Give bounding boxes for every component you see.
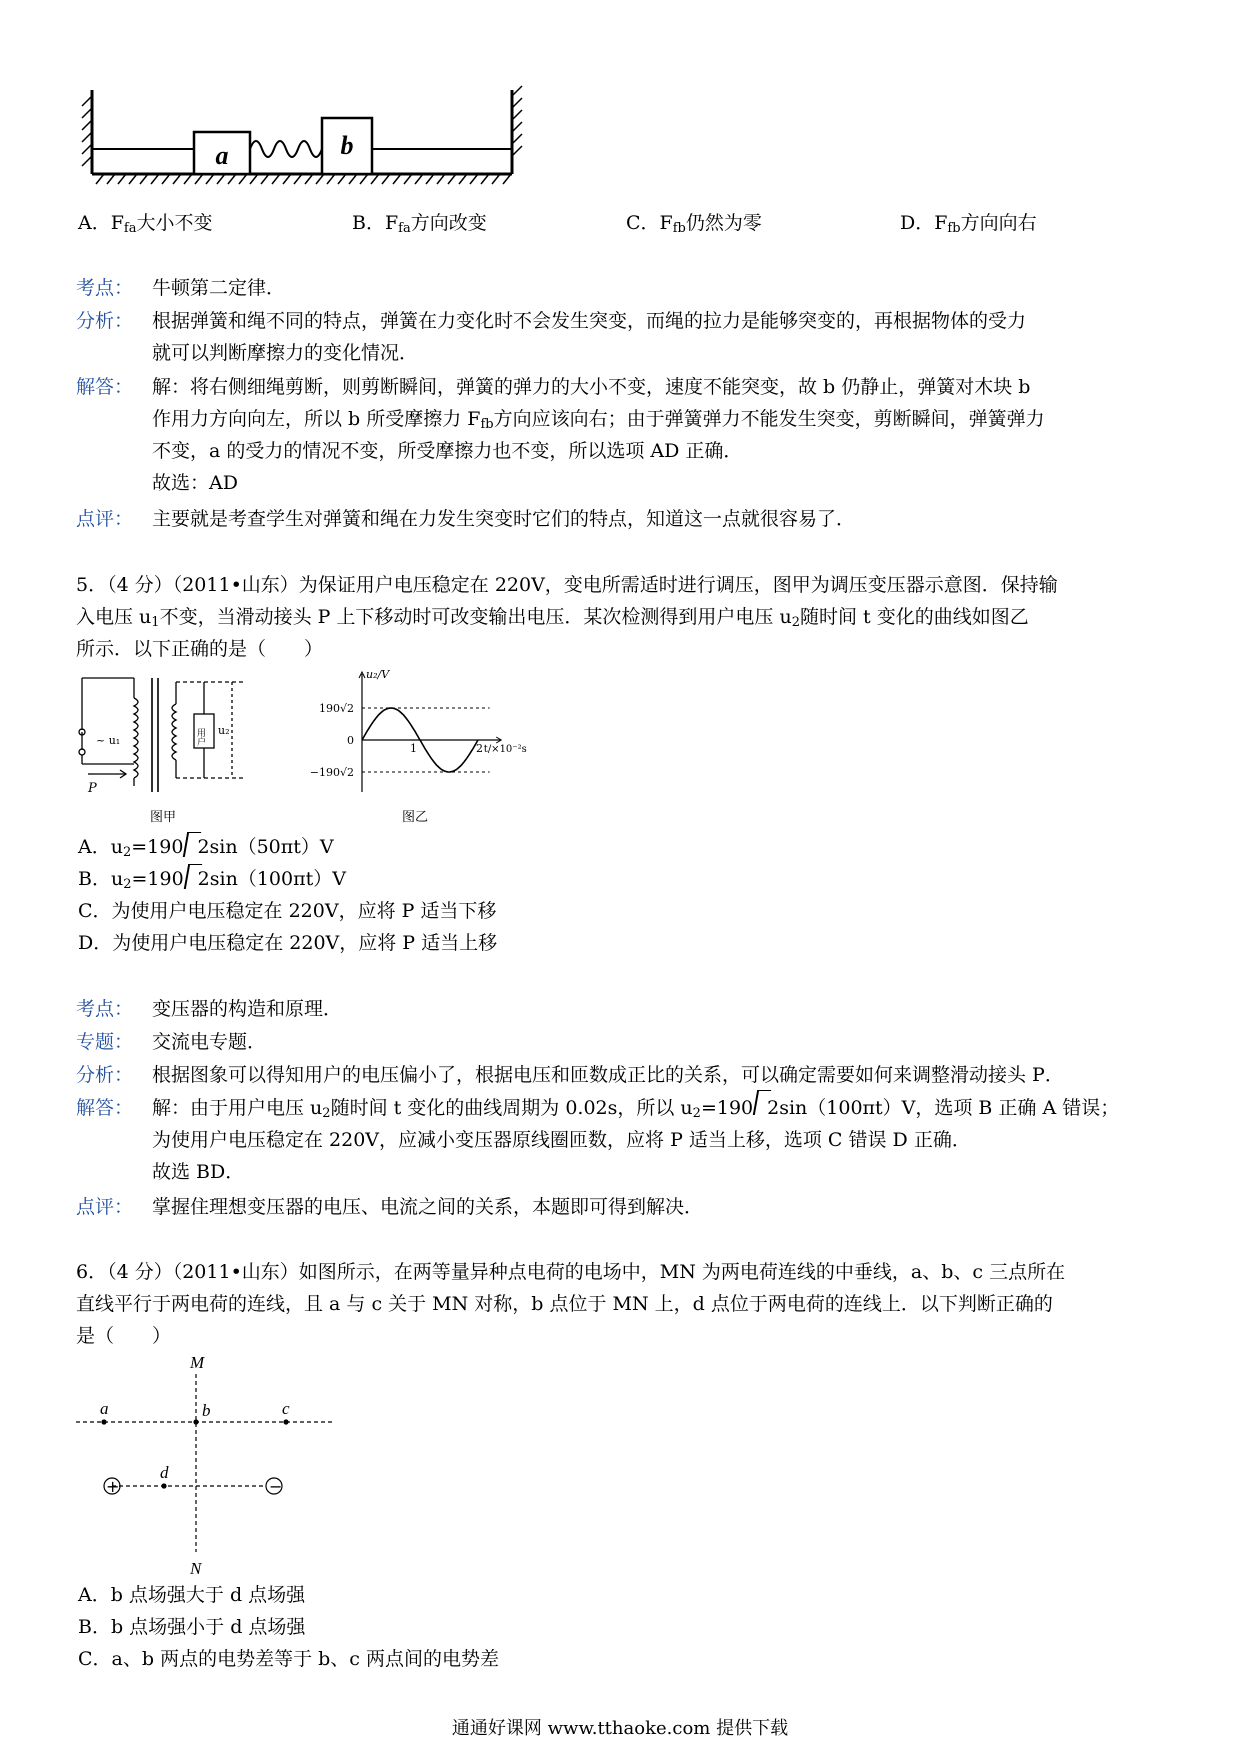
q6-stem-2: 直线平行于两电荷的连线，且 a 与 c 关于 MN 对称，b 点位于 MN 上，d 点位于两电荷的连线上．以下判断正确的	[76, 1293, 1053, 1315]
charges-field-diagram	[70, 1352, 350, 1578]
q4-jieda-1: 解：将右侧细绳剪断，则剪断瞬间，弹簧的弹力的大小不变，速度不能突变，故 b 仍静止，弹簧对木块 b	[152, 376, 1031, 398]
graph-ylabel: u₂/V	[366, 668, 390, 681]
svg-text:c: c	[282, 1399, 290, 1418]
q5-jieda-3: 故选 BD．	[152, 1161, 245, 1183]
q6-stem-3: 是（ ）	[76, 1325, 172, 1347]
transformer-diagram	[74, 668, 274, 818]
svg-text:~ u₁: ~ u₁	[96, 734, 121, 747]
svg-text:a: a	[100, 1399, 109, 1418]
q6-stem-1: 6．（4 分）（2011•山东）如图所示，在两等量异种点电荷的电场中，MN 为两电荷连线的中垂线，a、b、c 三点所在	[76, 1261, 1066, 1283]
q5-option-d: D．为使用户电压稳定在 220V，应将 P 适当上移	[78, 932, 498, 954]
q4-jieda-3: 不变，a 的受力的情况不变，所受摩擦力也不变，所以选项 AD 正确．	[152, 440, 743, 462]
q4-option-c: C．$F_{fb}$仍然为零	[626, 212, 762, 236]
q5-stem-2: 入电压 $u_1$不变，当滑动接头 P 上下移动时可改变输出电压．某次检测得到用户电压 $u_2$随时间 t 变化的曲线如图乙	[76, 606, 1029, 630]
q4-option-b: B．$F_{fa}$方向改变	[352, 212, 487, 236]
svg-text:b: b	[202, 1401, 211, 1420]
q5-dianping: 掌握住理想变压器的电压、电流之间的关系，本题即可得到解决．	[152, 1196, 704, 1218]
svg-text:d: d	[160, 1463, 169, 1482]
svg-text:u₂: u₂	[218, 724, 230, 737]
q5-zhuanti: 交流电专题．	[152, 1031, 267, 1053]
svg-text:+: +	[106, 1477, 120, 1496]
q4-kaodian-label: 考点：	[76, 277, 134, 299]
point-c	[283, 1419, 288, 1424]
fig-yi-caption: 图乙	[402, 810, 429, 825]
q5-fenxi-label: 分析：	[76, 1064, 134, 1086]
q4-jieda-label: 解答：	[76, 376, 134, 398]
q4-option-a: A．$F_{fa}$大小不变	[78, 212, 213, 236]
q6-option-a: A．b 点场强大于 d 点场强	[78, 1584, 306, 1606]
blocks-spring-figure	[70, 84, 530, 194]
graph-xtick-2: 2	[476, 742, 483, 755]
fig-jia-caption: 图甲	[150, 810, 177, 825]
q5-option-a: A．$u_2=190$ 2sin（50πt）V	[78, 836, 334, 860]
svg-text:b: b	[340, 131, 354, 160]
point-a	[101, 1419, 106, 1424]
graph-xlabel: t/×10⁻²s	[483, 744, 527, 755]
svg-text:N: N	[190, 1559, 202, 1578]
point-d	[161, 1483, 166, 1488]
q5-stem-3: 所示．以下正确的是（ ）	[76, 638, 324, 660]
q4-jieda-2: 作用力方向向左，所以 b 所受摩擦力 $F_{fb}$方向应该向右；由于弹簧弹力不能发生突变，剪断瞬间，弹簧弹力	[152, 408, 1045, 432]
q4-dianping-label: 点评：	[76, 508, 134, 530]
q5-dianping-label: 点评：	[76, 1196, 134, 1218]
page-footer: 通通好课网 www.tthaoke.com 提供下载	[451, 1718, 789, 1739]
q5-jieda-2: 为使用户电压稳定在 220V，应减小变压器原线圈匝数，应将 P 适当上移，选项 C 错误 D 正确．	[152, 1129, 971, 1151]
q6-option-b: B．b 点场强小于 d 点场强	[78, 1616, 306, 1638]
q5-jieda-label: 解答：	[76, 1097, 134, 1119]
q5-zhuanti-label: 专题：	[76, 1031, 134, 1053]
q5-kaodian: 变压器的构造和原理．	[152, 998, 343, 1020]
q4-option-d: D．$F_{fb}$方向向右	[900, 212, 1037, 236]
q5-option-b: B．$u_2=190$ 2sin（100πt）V	[78, 868, 346, 892]
q4-jieda-4: 故选：AD	[152, 472, 238, 494]
graph-ytick-zero: 0	[347, 734, 354, 747]
svg-text:a: a	[215, 141, 229, 170]
q4-fenxi-label: 分析：	[76, 310, 134, 332]
q5-fenxi: 根据图象可以得知用户的电压偏小了，根据电压和匝数成正比的关系，可以确定需要如何来调整滑动接头 P．	[152, 1064, 1064, 1086]
q4-fenxi-2: 就可以判断摩擦力的变化情况．	[152, 342, 419, 364]
graph-ytick-top: 190√2	[318, 702, 354, 715]
svg-text:P: P	[88, 781, 97, 796]
q5-stem-1: 5．（4 分）（2011•山东）为保证用户电压稳定在 220V，变电所需适时进行调压，图甲为调压变压器示意图．保持输	[76, 574, 1058, 596]
q4-fenxi-1: 根据弹簧和绳不同的特点，弹簧在力变化时不会发生突变，而绳的拉力是能够突变的，再根据物体的受力	[152, 310, 1027, 332]
svg-text:M: M	[190, 1353, 205, 1372]
svg-text:用户: 用户	[195, 728, 205, 746]
voltage-time-graph	[290, 668, 550, 818]
q4-dianping: 主要就是考查学生对弹簧和绳在力发生突变时它们的特点，知道这一点就很容易了．	[152, 508, 856, 530]
q6-option-c: C．a、b 两点的电势差等于 b、c 两点间的电势差	[78, 1648, 499, 1670]
point-b	[193, 1419, 198, 1424]
q5-option-c: C．为使用户电压稳定在 220V，应将 P 适当下移	[78, 900, 497, 922]
q5-jieda-1: 解：由于用户电压 $u_2$随时间 t 变化的曲线周期为 0.02s，所以 $u_2=190$ 2sin（100πt）V，选项 B 正确 A 错误；	[152, 1092, 1119, 1130]
graph-ytick-bot: −190√2	[309, 766, 354, 779]
svg-text:−: −	[269, 1477, 283, 1496]
q4-kaodian: 牛顿第二定律．	[152, 277, 286, 299]
graph-xtick-1: 1	[410, 742, 417, 755]
q5-kaodian-label: 考点：	[76, 998, 134, 1020]
